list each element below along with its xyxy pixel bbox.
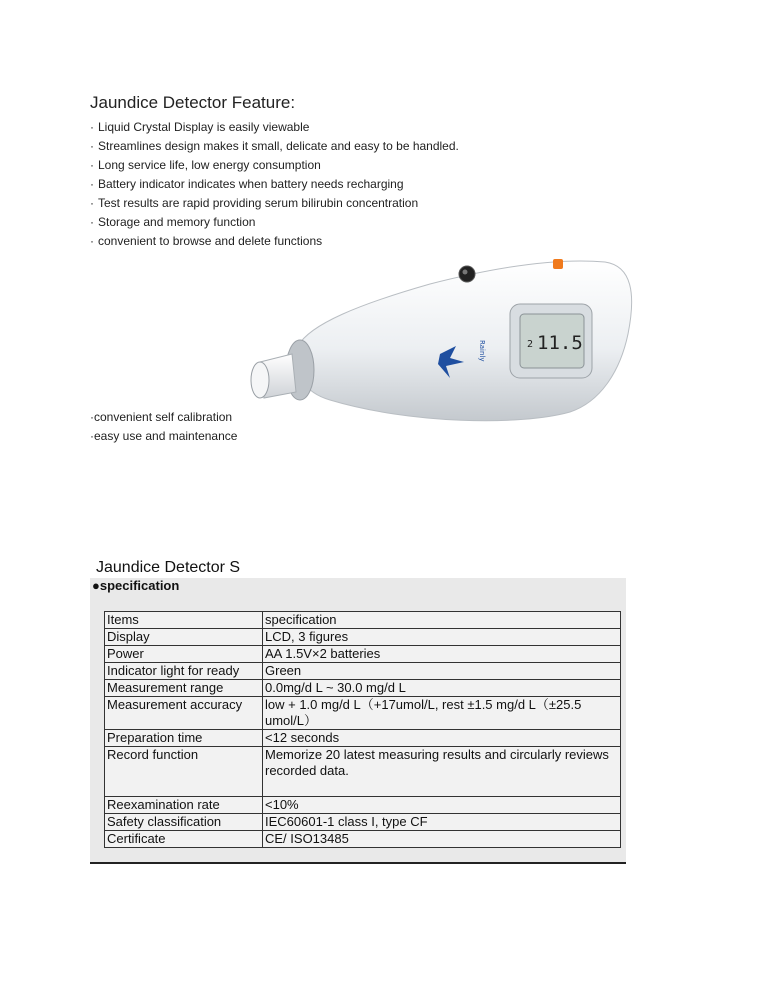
table-row (105, 629, 621, 646)
device-probe-end (251, 362, 269, 398)
table-cell: Certificate (105, 831, 263, 848)
list-item: · Battery indicator indicates when battery needs recharging (90, 177, 404, 191)
table-cell: Indicator light for ready (105, 663, 263, 680)
table-cell: Memorize 20 latest measuring results and circularly reviews recorded data. (263, 747, 621, 797)
table-cell: Green (263, 663, 621, 680)
jaundice-detector-image (240, 254, 640, 424)
table-cell: 0.0mg/d L ~ 30.0 mg/d L (263, 680, 621, 697)
table-row (105, 747, 621, 797)
lcd-small-digit: 2 (527, 339, 534, 350)
measure-button-highlight (463, 270, 468, 275)
list-item: · Test results are rapid providing serum bilirubin concentration (90, 196, 419, 210)
table-cell: CE/ ISO13485 (263, 831, 621, 848)
spec-subheading: ●specification (92, 578, 180, 593)
table-row (105, 730, 621, 747)
brand-name: Rainly (478, 340, 486, 362)
table-cell: AA 1.5V×2 batteries (263, 646, 621, 663)
table-cell: Measurement range (105, 680, 263, 697)
list-item: · convenient to browse and delete functions (90, 234, 323, 248)
table-cell: Record function (105, 747, 263, 797)
table-cell: low + 1.0 mg/d L（+17umol/L, rest ±1.5 mg/d L（±25.5 umol/L） (263, 697, 621, 730)
table-cell: LCD, 3 figures (263, 629, 621, 646)
feature-title: Jaundice Detector Feature: (90, 93, 296, 112)
table-cell: <10% (263, 797, 621, 814)
table-cell: Safety classification (105, 814, 263, 831)
list-item: ·easy use and maintenance (90, 429, 238, 443)
table-row (105, 831, 621, 848)
table-row (105, 680, 621, 697)
list-item: · Liquid Crystal Display is easily viewable (90, 120, 310, 134)
table-cell: Preparation time (105, 730, 263, 747)
feature-list-continued (90, 408, 237, 446)
list-item: ·convenient self calibration (90, 410, 233, 424)
table-row (105, 697, 621, 730)
list-item: · Long service life, low energy consumption (90, 158, 321, 172)
list-item: · Storage and memory function (90, 215, 256, 229)
table-row (105, 797, 621, 814)
feature-list (90, 118, 459, 251)
spec-table (104, 611, 621, 848)
table-cell: Measurement accuracy (105, 697, 263, 730)
spec-heading: Jaundice Detector S (96, 559, 241, 576)
table-header-cell: specification (263, 612, 621, 629)
lcd-reading: 11.5 (537, 332, 583, 354)
table-row (105, 646, 621, 663)
measure-button (459, 266, 475, 282)
spec-bottom-rule (90, 862, 626, 864)
table-header-row (105, 612, 621, 629)
table-cell: IEC60601-1 class I, type CF (263, 814, 621, 831)
table-header-cell: Items (105, 612, 263, 629)
list-item: · Streamlines design makes it small, delicate and easy to be handled. (90, 139, 459, 153)
table-cell: Display (105, 629, 263, 646)
table-row (105, 814, 621, 831)
table-cell: Reexamination rate (105, 797, 263, 814)
table-cell: Power (105, 646, 263, 663)
table-cell: <12 seconds (263, 730, 621, 747)
table-row (105, 663, 621, 680)
ready-indicator (553, 259, 563, 269)
